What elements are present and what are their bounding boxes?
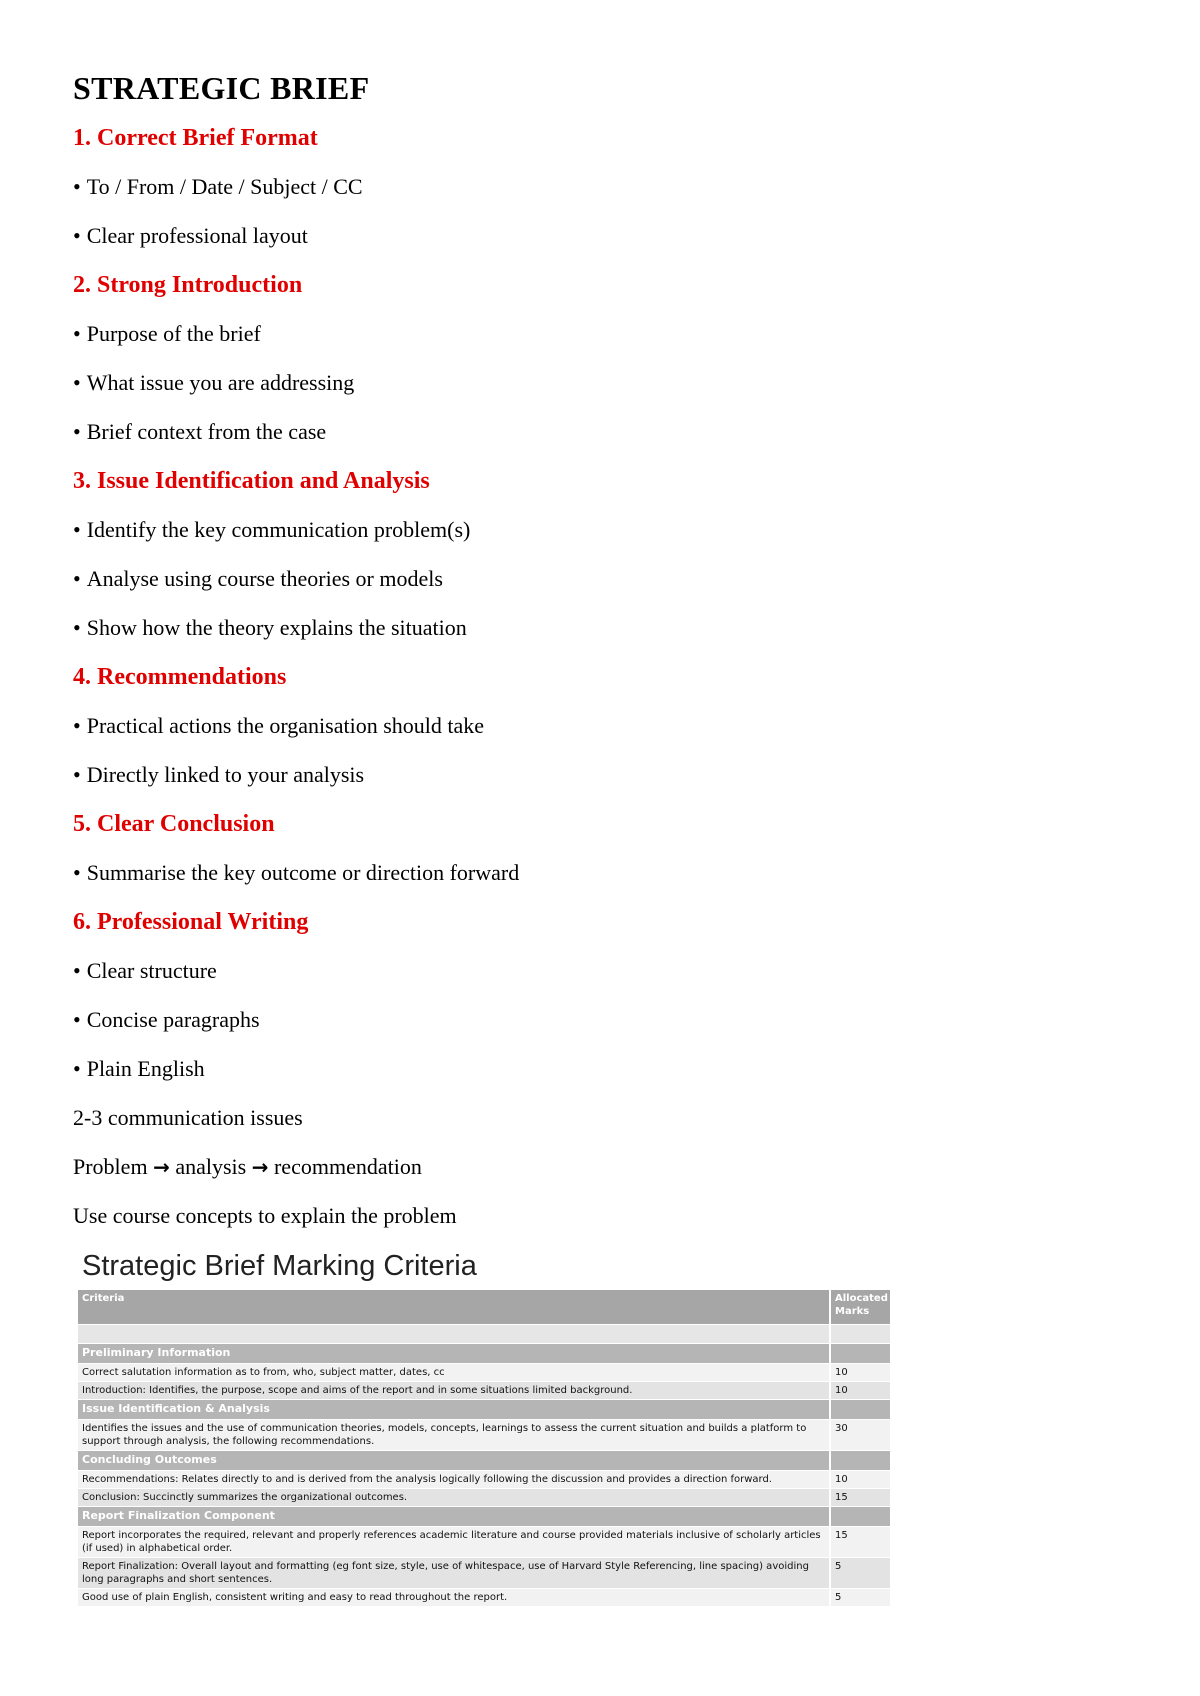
bullet-item [73, 367, 1133, 416]
table-row [78, 1471, 890, 1489]
criteria-text: Report Finalization: Overall layout and formatting (eg font size, style, use of whitespace, use of Harvard Style Referencing, line spacing) avoiding long paragraphs and short sentences. [78, 1558, 830, 1589]
criteria-marks: 15 [830, 1527, 890, 1558]
flow-step: Problem [73, 1154, 148, 1179]
section-2 [73, 269, 1133, 465]
bullet-icon: • [73, 615, 81, 640]
flow-step: recommendation [273, 1154, 422, 1179]
group-row [78, 1344, 890, 1364]
bullet-text: Analyse using course theories or models [86, 566, 443, 591]
header-marks: Allocated Marks [830, 1290, 890, 1325]
bullet-icon: • [73, 1007, 81, 1032]
criteria-text: Correct salutation information as to from, who, subject matter, dates, cc [78, 1364, 830, 1382]
bullet-item [73, 1004, 1133, 1053]
bullet-icon: • [73, 958, 81, 983]
bullet-item [73, 514, 1133, 563]
bullet-text: Directly linked to your analysis [86, 762, 365, 787]
criteria-marks: 10 [830, 1471, 890, 1489]
group-label: Report Finalization Component [78, 1507, 830, 1527]
flow-step: analysis [175, 1154, 247, 1179]
criteria-text: Recommendations: Relates directly to and is derived from the analysis logically following the discussion and provides a direction forward. [78, 1471, 830, 1489]
arrow-right-icon: → [153, 1155, 170, 1179]
blank-row [78, 1325, 890, 1344]
bullet-text: To / From / Date / Subject / CC [86, 174, 363, 199]
bullet-text: Brief context from the case [86, 419, 327, 444]
section-heading: 6. Professional Writing [73, 909, 309, 935]
section-heading: 1. Correct Brief Format [73, 125, 318, 151]
bullet-item [73, 710, 1133, 759]
table-row [78, 1527, 890, 1558]
criteria-text: Introduction: Identifies, the purpose, scope and aims of the report and in some situations limited background. [78, 1382, 830, 1400]
bullet-item [73, 220, 1133, 269]
table-header [78, 1290, 890, 1325]
note-flow [73, 1151, 1133, 1200]
bullet-text: Practical actions the organisation should take [86, 713, 485, 738]
bullet-item [73, 612, 1133, 661]
section-heading: 4. Recommendations [73, 664, 287, 690]
bullet-icon: • [73, 223, 81, 248]
bullet-item [73, 563, 1133, 612]
group-label: Concluding Outcomes [78, 1451, 830, 1471]
criteria-marks: 30 [830, 1420, 890, 1451]
bullet-text: Purpose of the brief [86, 321, 261, 346]
bullet-icon: • [73, 713, 81, 738]
bullet-icon: • [73, 517, 81, 542]
bullet-item [73, 416, 1133, 465]
bullet-item [73, 318, 1133, 367]
header-criteria: Criteria [78, 1290, 830, 1325]
bullet-item [73, 171, 1133, 220]
section-3 [73, 465, 1133, 661]
bullet-text: Summarise the key outcome or direction forward [86, 860, 520, 885]
bullet-item [73, 1053, 1133, 1102]
criteria-text: Conclusion: Succinctly summarizes the organizational outcomes. [78, 1489, 830, 1507]
bullet-text: Plain English [86, 1056, 205, 1081]
section-heading: 5. Clear Conclusion [73, 811, 275, 837]
bullet-icon: • [73, 860, 81, 885]
bullet-icon: • [73, 1056, 81, 1081]
criteria-text: Identifies the issues and the use of communication theories, models, concepts, learnings to assess the current situation and builds a platform to support through analysis, the following recommendations. [78, 1420, 830, 1451]
bullet-icon: • [73, 321, 81, 346]
bullet-text: What issue you are addressing [86, 370, 355, 395]
bullet-text: Clear structure [86, 958, 217, 983]
bullet-icon: • [73, 762, 81, 787]
section-heading: 3. Issue Identification and Analysis [73, 468, 430, 494]
bullet-item [73, 857, 1133, 906]
table-row [78, 1382, 890, 1400]
table-row [78, 1558, 890, 1589]
table-row [78, 1489, 890, 1507]
section-4 [73, 661, 1133, 808]
group-label: Issue Identification & Analysis [78, 1400, 830, 1420]
note-concepts: Use course concepts to explain the problem [73, 1203, 457, 1228]
table-row [78, 1589, 890, 1607]
bullet-icon: • [73, 419, 81, 444]
table-row [78, 1420, 890, 1451]
bullet-item [73, 955, 1133, 1004]
section-5 [73, 808, 1133, 906]
arrow-right-icon: → [251, 1155, 269, 1179]
criteria-marks: 10 [830, 1364, 890, 1382]
section-heading: 2. Strong Introduction [73, 272, 303, 298]
bullet-icon: • [73, 370, 81, 395]
bullet-icon: • [73, 174, 81, 199]
group-label: Preliminary Information [78, 1344, 830, 1364]
bullet-text: Identify the key communication problem(s) [86, 517, 471, 542]
bullet-text: Concise paragraphs [86, 1007, 260, 1032]
marking-criteria [78, 1248, 890, 1607]
note-issues: 2-3 communication issues [73, 1105, 303, 1130]
criteria-title: Strategic Brief Marking Criteria [82, 1250, 477, 1282]
bullet-text: Clear professional layout [86, 223, 308, 248]
bullet-icon: • [73, 566, 81, 591]
criteria-marks: 5 [830, 1589, 890, 1607]
criteria-marks: 10 [830, 1382, 890, 1400]
criteria-text: Good use of plain English, consistent writing and easy to read throughout the report. [78, 1589, 830, 1607]
bullet-text: Show how the theory explains the situation [86, 615, 467, 640]
section-6 [73, 906, 1133, 1102]
criteria-marks: 5 [830, 1558, 890, 1589]
table-row [78, 1364, 890, 1382]
bullet-item [73, 759, 1133, 808]
section-1 [73, 122, 1133, 269]
page-title: STRATEGIC BRIEF [73, 70, 370, 106]
document [73, 68, 1133, 1249]
criteria-marks: 15 [830, 1489, 890, 1507]
group-row [78, 1400, 890, 1420]
group-row [78, 1451, 890, 1471]
criteria-text: Report incorporates the required, relevant and properly references academic literature and course provided materials inclusive of scholarly articles (if used) in alphabetical order. [78, 1527, 830, 1558]
group-row [78, 1507, 890, 1527]
criteria-table [78, 1290, 890, 1607]
